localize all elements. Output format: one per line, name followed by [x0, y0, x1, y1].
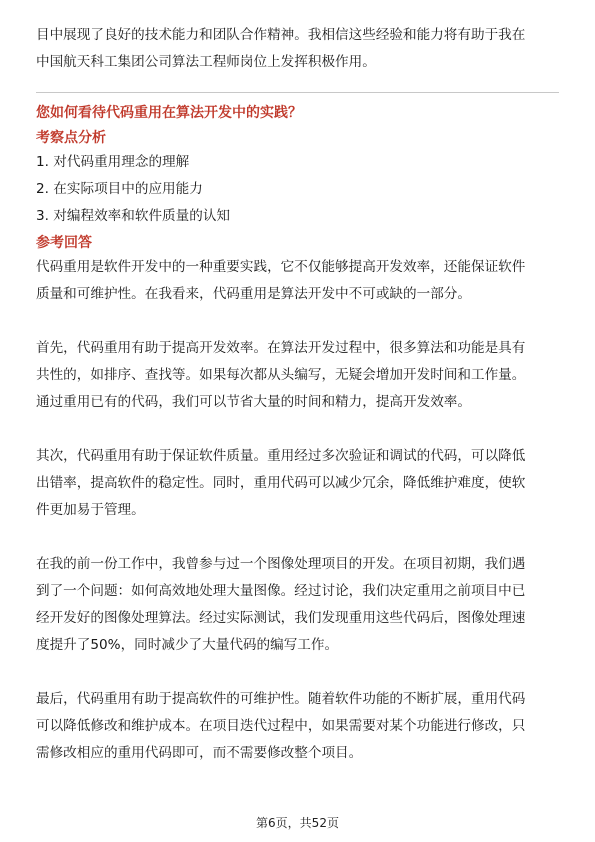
list-item: 3. 对编程效率和软件质量的认知	[36, 208, 231, 224]
intro-line: 目中展现了良好的技术能力和团队合作精神。我相信这些经验和能力将有助于我在	[36, 27, 526, 43]
answer-line: 质量和可维护性。在我看来，代码重用是算法开发中不可或缺的一部分。	[36, 286, 471, 302]
answer-heading: 参考回答	[36, 235, 92, 251]
answer-line: 通过重用已有的代码，我们可以节省大量的时间和精力，提高开发效率。	[36, 394, 471, 410]
answer-paragraph	[36, 443, 559, 524]
page-number: 第6页，共52页	[256, 816, 339, 830]
section-divider	[36, 92, 559, 93]
answer-line: 件更加易于管理。	[36, 502, 145, 518]
answer-line: 其次，代码重用有助于保证软件质量。重用经过多次验证和调试的代码，可以降低	[36, 448, 526, 464]
answer-line: 可以降低修改和维护成本。在项目迭代过程中，如果需要对某个功能进行修改，只	[36, 718, 526, 734]
document-page	[36, 0, 559, 767]
answer-line: 到了一个问题：如何高效地处理大量图像。经过讨论，我们决定重用之前项目中已	[36, 583, 526, 599]
answer-line: 经开发好的图像处理算法。经过实际测试，我们发现重用这些代码后，图像处理速	[36, 610, 526, 626]
list-item: 2. 在实际项目中的应用能力	[36, 181, 203, 197]
answer-paragraph	[36, 254, 559, 308]
answer-paragraph	[36, 686, 559, 767]
answer-line: 最后，代码重用有助于提高软件的可维护性。随着软件功能的不断扩展，重用代码	[36, 691, 526, 707]
answer-paragraph	[36, 551, 559, 659]
answer-line: 共性的，如排序、查找等。如果每次都从头编写，无疑会增加开发时间和工作量。	[36, 367, 526, 383]
answer-line: 在我的前一份工作中，我曾参与过一个图像处理项目的开发。在项目初期，我们遇	[36, 556, 526, 572]
answer-line: 需修改相应的重用代码即可，而不需要修改整个项目。	[36, 745, 363, 761]
intro-paragraph	[36, 0, 559, 76]
answer-paragraph	[36, 335, 559, 416]
question-title: 您如何看待代码重用在算法开发中的实践？	[36, 105, 302, 121]
answer-line: 首先，代码重用有助于提高开发效率。在算法开发过程中，很多算法和功能是具有	[36, 340, 526, 356]
analysis-list	[36, 149, 559, 230]
intro-line: 中国航天科工集团公司算法工程师岗位上发挥积极作用。	[36, 54, 376, 70]
answer-line: 度提升了50%，同时减少了大量代码的编写工作。	[36, 637, 339, 653]
analysis-heading: 考察点分析	[36, 130, 106, 146]
list-item: 1. 对代码重用理念的理解	[36, 154, 190, 170]
answer-line: 出错率，提高软件的稳定性。同时，重用代码可以减少冗余，降低维护难度，使软	[36, 475, 526, 491]
answer-line: 代码重用是软件开发中的一种重要实践，它不仅能够提高开发效率，还能保证软件	[36, 259, 526, 275]
